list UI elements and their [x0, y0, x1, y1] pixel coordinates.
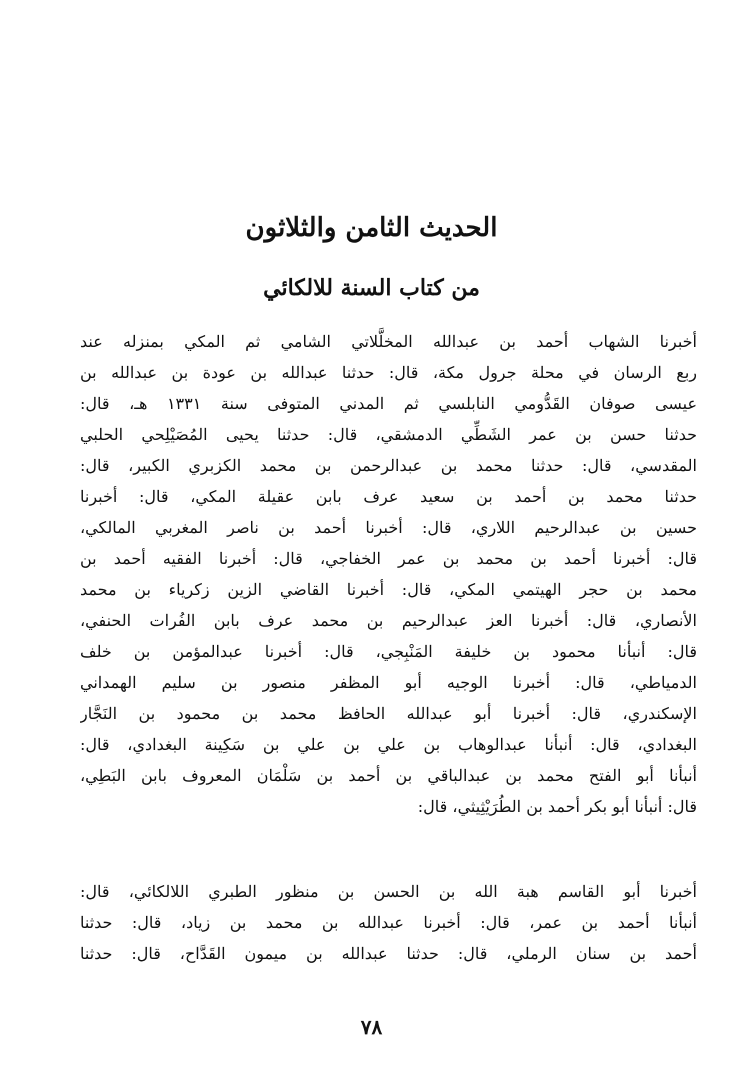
chapter-subtitle: من كتاب السنة للالكائي — [263, 275, 480, 301]
text-line: عيسى صوفان القَدُّومي النابلسي ثم المدني المتوفى سنة ١٣٣١ هـ، قال: — [80, 394, 697, 413]
text-line: قال: أنبأنا محمود بن خليفة المَنْبِجي، قال: أخبرنا عبدالمؤمن بن خلف — [80, 642, 697, 661]
text-line: حدثنا حسن بن عمر الشَطِّي الدمشقي، قال: حدثنا يحيى المُصَيْلِحي الحلبي — [80, 425, 697, 444]
text-line: أخبرنا أبو القاسم هبة الله بن الحسن بن منظور الطبري اللالكائي، قال: — [80, 882, 697, 901]
text-line: الإسكندري، قال: أخبرنا أبو عبدالله الحافظ محمد بن محمود بن النَجَّار — [80, 704, 697, 723]
text-line: البغدادي، قال: أنبأنا عبدالوهاب بن علي بن علي بن سَكِينة البغدادي، قال: — [80, 735, 697, 754]
text-line: حدثنا محمد بن أحمد بن سعيد عرف بابن عقيلة المكي، قال: أخبرنا — [80, 487, 697, 506]
text-line: أخبرنا الشهاب أحمد بن عبدالله المخلَّلاتي الشامي ثم المكي بمنزله عند — [80, 332, 697, 351]
paragraph-lalikai-chain — [80, 876, 697, 969]
chapter-title: الحديث الثامن والثلاثون — [245, 213, 498, 243]
text-line: محمد بن حجر الهيتمي المكي، قال: أخبرنا القاضي الزين زكرياء بن محمد — [80, 580, 697, 599]
text-line: أنبأنا أحمد بن عمر، قال: أخبرنا عبدالله بن محمد بن زياد، قال: حدثنا — [80, 913, 697, 932]
text-line: المقدسي، قال: حدثنا محمد بن عبدالرحمن بن محمد الكزبري الكبير، قال: — [80, 456, 697, 475]
text-line: الأنصاري، قال: أخبرنا العز عبدالرحيم بن محمد عرف بابن الفُرات الحنفي، — [80, 611, 697, 630]
paragraph-isnad-chain — [80, 326, 697, 822]
text-line: أنبأنا أبو الفتح محمد بن عبدالباقي بن أحمد بن سَلْمَان المعروف بابن البَطِي، — [80, 766, 697, 785]
page-number: ٧٨ — [360, 1015, 383, 1039]
text-line: قال: أنبأنا أبو بكر أحمد بن الطُرَيْثِيثي، قال: — [417, 797, 697, 816]
text-line: ربع الرسان في محلة جرول مكة، قال: حدثنا عبدالله بن عودة بن عبدالله بن — [80, 363, 697, 382]
text-line: الدمياطي، قال: أخبرنا الوجيه أبو المظفر منصور بن سليم الهمداني — [80, 673, 697, 692]
text-line: أحمد بن سنان الرملي، قال: حدثنا عبدالله بن ميمون القَدَّاح، قال: حدثنا — [80, 944, 697, 963]
text-line: قال: أخبرنا أحمد بن محمد بن عمر الخفاجي، قال: أخبرنا الفقيه أحمد بن — [80, 549, 697, 568]
text-line: حسين بن عبدالرحيم اللاري، قال: أخبرنا أحمد بن ناصر المغربي المالكي، — [80, 518, 697, 537]
